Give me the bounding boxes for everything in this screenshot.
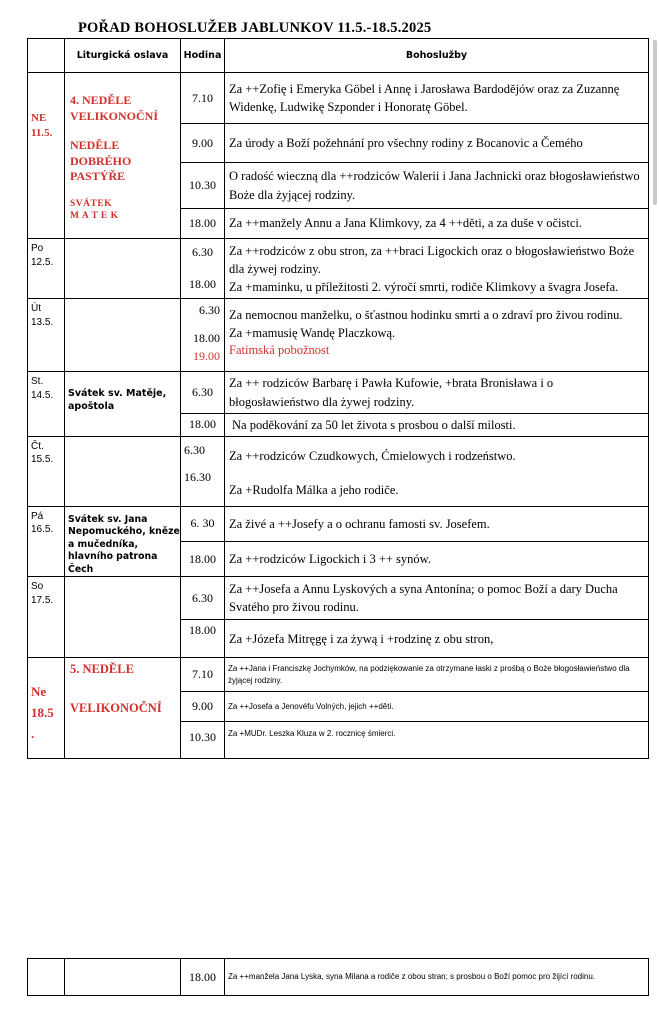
hour-cell: 18.00 bbox=[181, 413, 225, 436]
day-date: 17.5. bbox=[31, 594, 54, 606]
service-cell: Za ++Jana i Franciszkę Jochymków, na podziękowanie za otrzymane łaski z prośbą o Boże błogosławieństwo dla żyjącej rodziny. bbox=[225, 658, 649, 692]
service-text: Za +mamusię Wandę Placzkową. bbox=[229, 325, 396, 340]
hour-cell: 9.00 bbox=[181, 124, 225, 163]
header-day bbox=[28, 39, 65, 73]
service-cell bbox=[225, 239, 649, 299]
liturgy-line: NEDĚLE bbox=[70, 138, 120, 153]
table-row bbox=[28, 73, 649, 124]
table-row bbox=[28, 658, 649, 692]
hour-cell: 18.00 bbox=[181, 620, 225, 658]
liturgy-cell: Svátek sv. Matěje, apoštola bbox=[65, 372, 181, 436]
table-row bbox=[28, 372, 649, 413]
liturgy-cell: Svátek sv. Jana Nepomuckého, kněze a mučedníka, hlavního patrona Čech bbox=[65, 506, 181, 577]
day-date-suffix: . bbox=[31, 726, 35, 742]
day-cell bbox=[28, 658, 65, 759]
service-text: Fatimská pobožnost bbox=[229, 343, 330, 358]
liturgy-line: M A T E K bbox=[70, 210, 119, 221]
service-cell: Za úrody a Boží požehnání pro všechny rodiny z Bocanovic a Čemého bbox=[225, 124, 649, 163]
service-text: Za nemocnou manželku, o šťastnou hodinku smrti a o zdraví pro živou rodinu. bbox=[229, 308, 623, 323]
day-name: St. bbox=[31, 376, 44, 388]
service-cell: Za ++Josefa a Jenovéfu Volných, jejich ++děti. bbox=[225, 692, 649, 722]
liturgy-line: VELIKONOČNÍ bbox=[70, 108, 159, 123]
hour-cell: 18.00 bbox=[181, 209, 225, 239]
day-cell bbox=[28, 577, 65, 658]
liturgy-cell bbox=[65, 436, 181, 506]
liturgy-cell bbox=[65, 658, 181, 759]
day-name: Čt. bbox=[31, 440, 44, 452]
hour-cell: 10.30 bbox=[181, 722, 225, 759]
scrollbar[interactable] bbox=[653, 40, 657, 205]
service-cell: Za živé a ++Josefy a o ochranu famosti sv. Josefem. bbox=[225, 506, 649, 541]
liturgy-cell bbox=[65, 959, 181, 996]
service-cell: Za ++ rodziców Barbarę i Pawła Kufowie, +brata Bronisława i o błogosławieństwo dla żywej rodziny. bbox=[225, 372, 649, 413]
service-cell: Za ++Josefa a Annu Lyskových a syna Antonína; o pomoc Boží a dary Ducha Svatého pro živou rodinu. bbox=[225, 577, 649, 620]
service-text: Za ++rodziców Czudkowych, Ćmielowych i rodzeństwo. bbox=[229, 448, 516, 463]
day-date: 13.5. bbox=[31, 316, 54, 328]
schedule-table bbox=[27, 38, 649, 759]
day-cell bbox=[28, 299, 65, 372]
day-date: 14.5. bbox=[31, 389, 54, 401]
hour-value: 19.00 bbox=[193, 349, 220, 364]
header-row bbox=[28, 39, 649, 73]
hour-value: 18.00 bbox=[193, 331, 220, 346]
day-date: 15.5. bbox=[31, 454, 54, 466]
table-row bbox=[28, 959, 649, 996]
table-row bbox=[28, 239, 649, 299]
day-date: 18.5 bbox=[31, 705, 54, 721]
table-row bbox=[28, 506, 649, 541]
service-cell: Za ++manžely Annu a Jana Klimkovy, za 4 ++děti, a za duše v očistci. bbox=[225, 209, 649, 239]
page-title: POŘAD BOHOSLUŽEB JABLUNKOV 11.5.-18.5.2025 bbox=[78, 20, 432, 36]
day-cell bbox=[28, 372, 65, 436]
liturgy-line: VELIKONOČNÍ bbox=[70, 701, 162, 716]
hour-value: 6.30 bbox=[192, 245, 213, 259]
day-name: Ne bbox=[31, 684, 47, 700]
hour-value: 6.30 bbox=[184, 442, 205, 457]
hour-cell: 6.30 bbox=[181, 577, 225, 620]
service-cell: O radość wieczną dla ++rodziców Walerii i Jana Jachnicki oraz błogosławieństwo Boże dla żyjącej rodziny. bbox=[225, 163, 649, 209]
table-row bbox=[28, 436, 649, 506]
hour-cell: 7.10 bbox=[181, 658, 225, 692]
hour-cell: 10.30 bbox=[181, 163, 225, 209]
service-cell: Za ++Zofię i Emeryka Göbel i Annę i Jarosława Bardodějów oraz za Zuzannę Widenkę, Ludwikę Szponder i Honoratę Göbel. bbox=[225, 73, 649, 124]
day-cell bbox=[28, 436, 65, 506]
hour-cell: 6.30 bbox=[181, 372, 225, 413]
day-date: 12.5. bbox=[31, 256, 54, 268]
hour-cell bbox=[181, 299, 225, 372]
hour-cell: 6. 30 bbox=[181, 506, 225, 541]
liturgy-line: 5. NEDĚLE bbox=[70, 662, 134, 677]
day-date: 11.5. bbox=[31, 127, 53, 140]
hour-cell: 18.00 bbox=[181, 542, 225, 577]
header-liturgy: Liturgická oslava bbox=[65, 39, 181, 73]
liturgy-cell bbox=[65, 239, 181, 299]
liturgy-cell bbox=[65, 73, 181, 239]
header-services: Bohoslužby bbox=[225, 39, 649, 73]
hour-value: 6.30 bbox=[199, 303, 220, 318]
day-name: Út bbox=[31, 303, 41, 315]
hour-cell: 7.10 bbox=[181, 73, 225, 124]
header-hour: Hodina bbox=[181, 39, 225, 73]
service-text: Za +maminku, u příležitosti 2. výročí smrti, rodiče Klimkovy a švagra Josefa. bbox=[229, 280, 619, 295]
day-name: Pá bbox=[31, 510, 44, 522]
hour-cell bbox=[181, 436, 225, 506]
extra-table bbox=[27, 958, 649, 996]
table-row bbox=[28, 577, 649, 620]
day-name: So bbox=[31, 581, 44, 593]
day-date: 16.5. bbox=[31, 524, 54, 536]
liturgy-line: PASTÝŘE bbox=[70, 169, 126, 184]
hour-cell: 18.00 bbox=[181, 959, 225, 996]
hour-cell bbox=[181, 239, 225, 299]
hour-value: 18.00 bbox=[189, 277, 216, 291]
table-row bbox=[28, 299, 649, 372]
liturgy-line: 4. NEDĚLE bbox=[70, 93, 132, 107]
liturgy-line: DOBRÉHO bbox=[70, 153, 132, 168]
day-cell bbox=[28, 959, 65, 996]
liturgy-cell bbox=[65, 577, 181, 658]
service-cell: Za ++manžela Jana Lyska, syna Milana a rodiče z obou stran; s prosbou o Boží pomoc pro žijící rodinu. bbox=[225, 959, 649, 996]
service-cell: Na poděkování za 50 let života s prosbou o další milosti. bbox=[225, 413, 649, 436]
hour-value: 16.30 bbox=[184, 469, 211, 484]
day-cell bbox=[28, 506, 65, 577]
service-cell bbox=[225, 436, 649, 506]
service-cell: Za ++rodziców Ligockich i 3 ++ synów. bbox=[225, 542, 649, 577]
service-text: Za +Rudolfa Málka a jeho rodiče. bbox=[229, 482, 399, 497]
hour-cell: 9.00 bbox=[181, 692, 225, 722]
day-cell bbox=[28, 239, 65, 299]
service-cell: Za +Józefa Mitręgę i za żywą i +rodzinę z obu stron, bbox=[225, 620, 649, 658]
day-name: NE bbox=[31, 112, 47, 124]
service-text: Za ++rodziców z obu stron, za ++braci Ligockich oraz o błogosławieństwo Boże dla żywej rodziny. bbox=[229, 244, 635, 277]
day-name: Po bbox=[31, 243, 44, 254]
service-cell: Za +MUDr. Leszka Kluza w 2. rocznicę śmierci. bbox=[225, 722, 649, 759]
day-cell bbox=[28, 73, 65, 239]
liturgy-line: SVÁTEK bbox=[70, 198, 113, 209]
service-cell bbox=[225, 299, 649, 372]
liturgy-cell bbox=[65, 299, 181, 372]
